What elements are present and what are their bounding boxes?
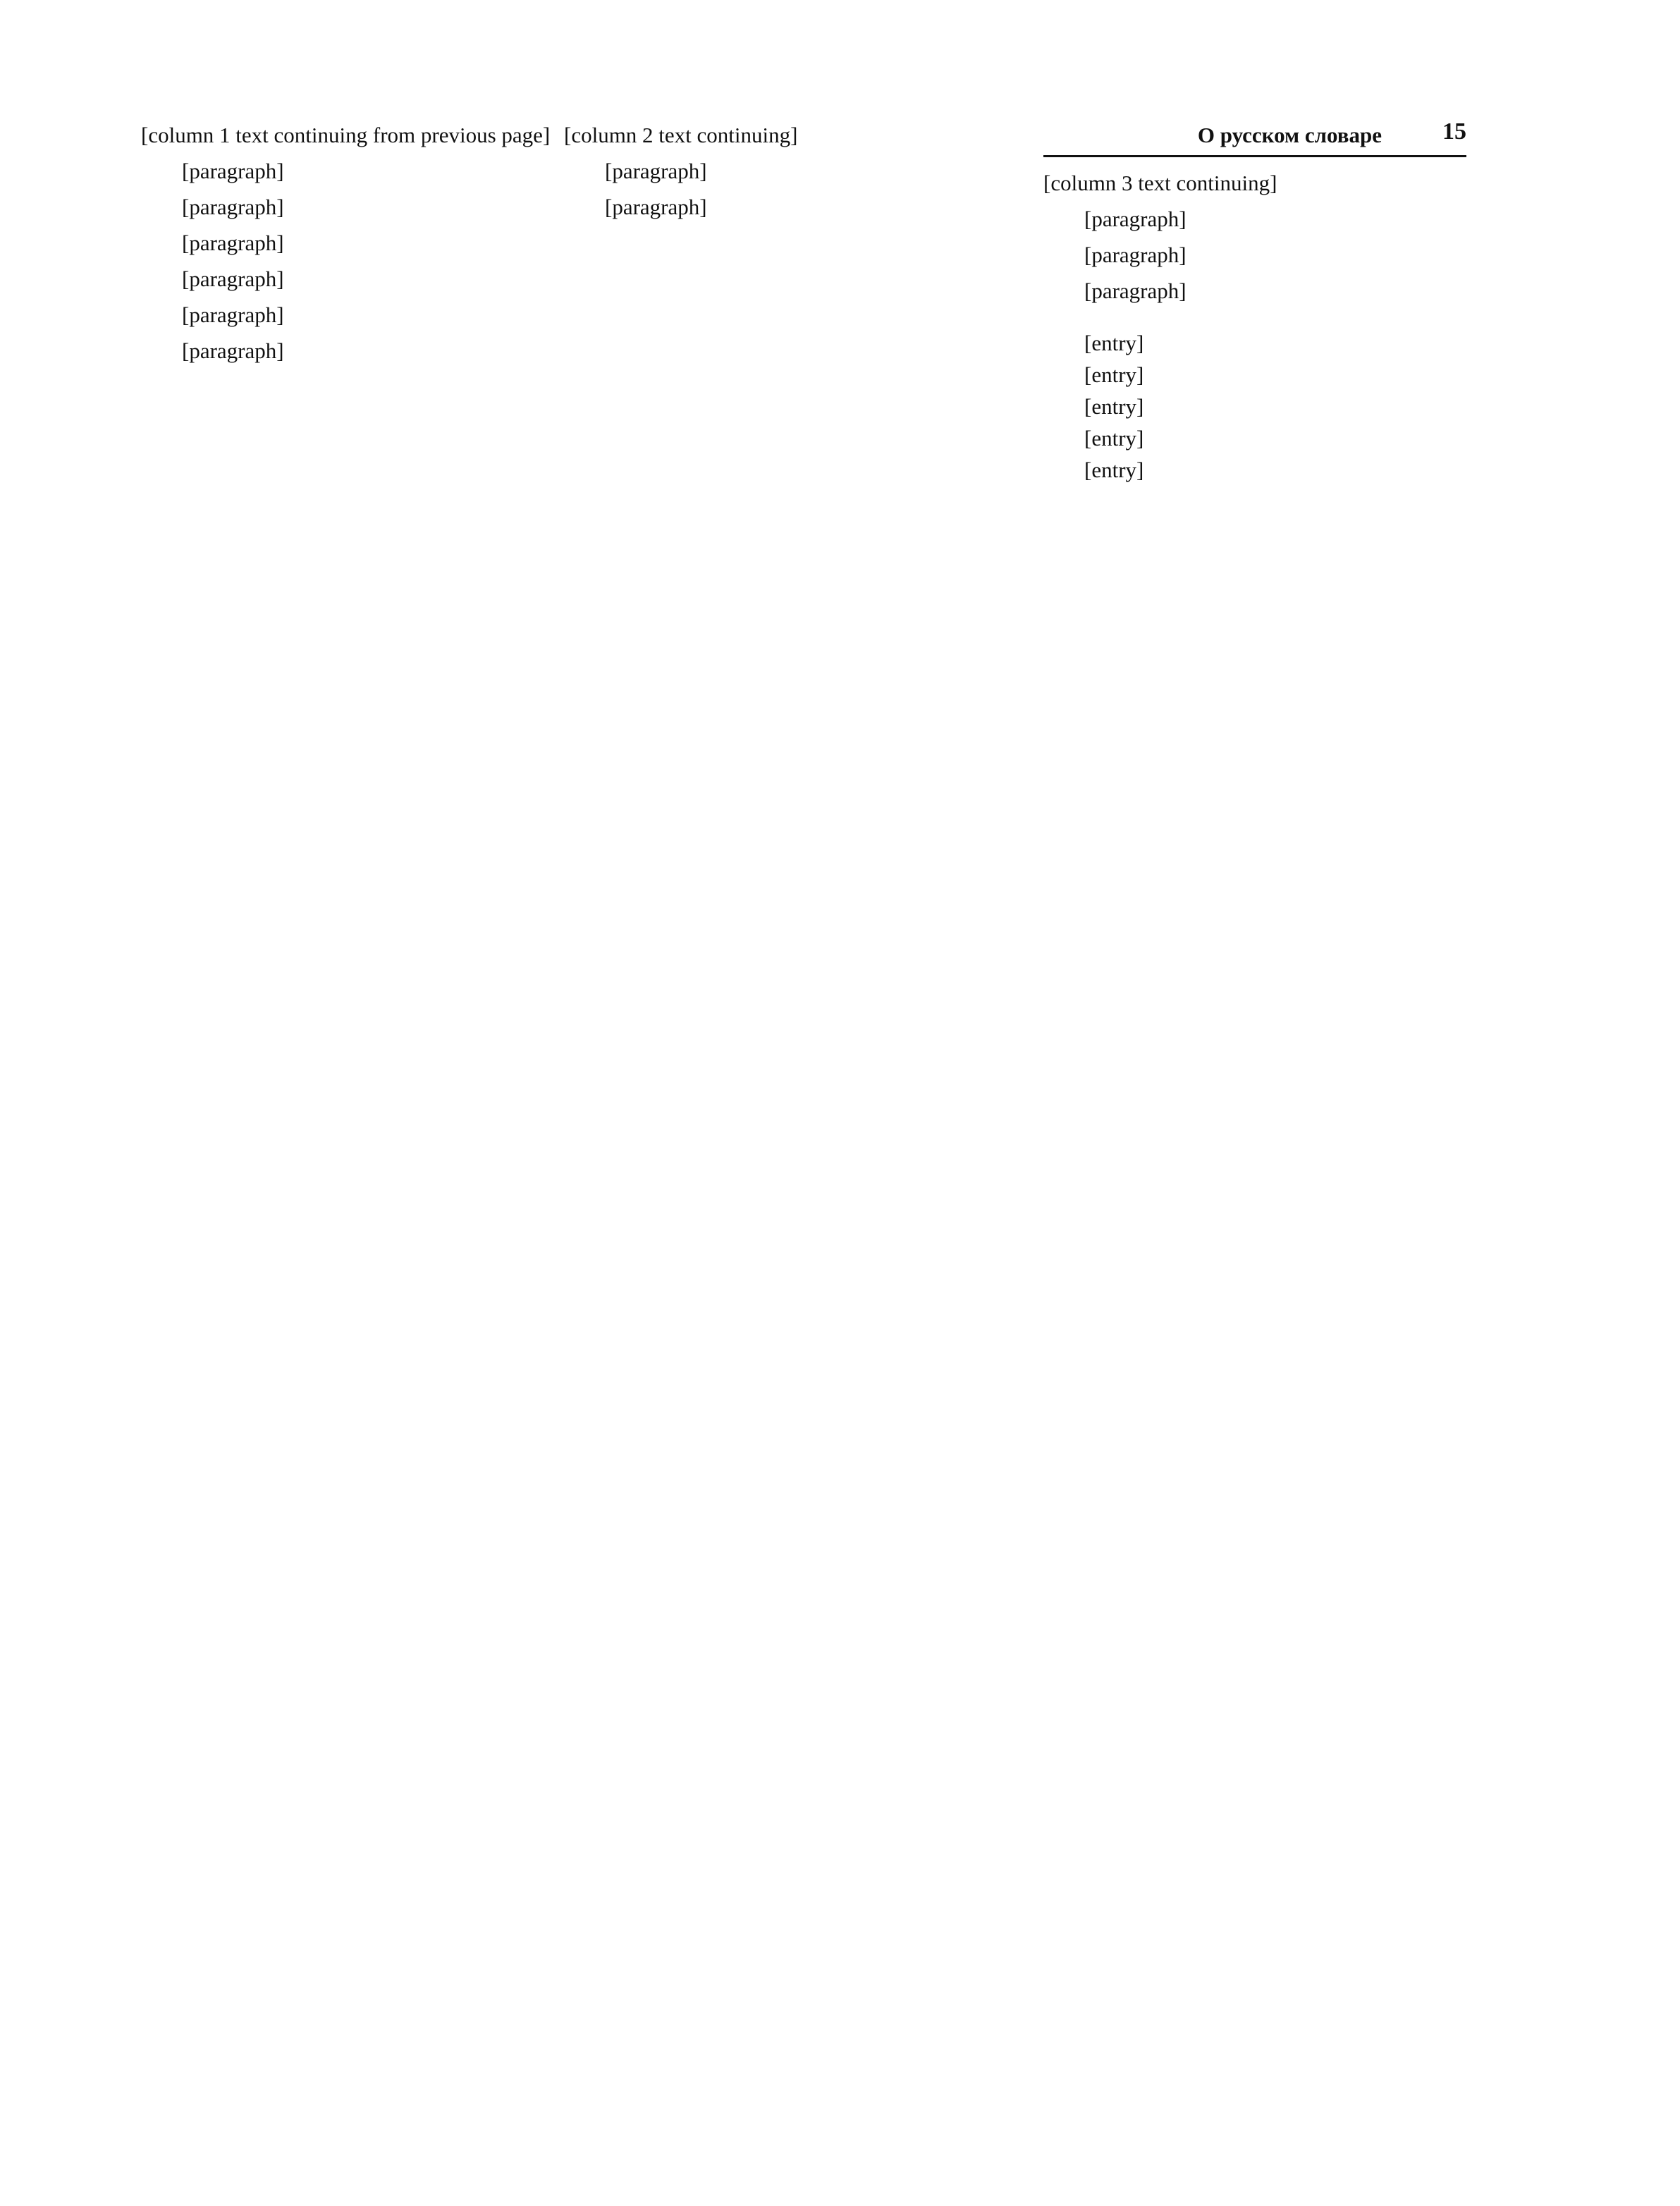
- list-item: [entry]: [1084, 426, 1144, 451]
- paragraph: [column 2 text continuing]: [564, 123, 798, 147]
- paragraph: [paragraph]: [605, 195, 707, 219]
- paragraph: [paragraph]: [182, 266, 284, 291]
- list-item: [entry]: [1084, 394, 1144, 419]
- running-title: О русском словаре: [1197, 123, 1382, 147]
- paragraph: [paragraph]: [182, 302, 284, 327]
- paragraph: [paragraph]: [1084, 207, 1187, 231]
- paragraph: [paragraph]: [1084, 243, 1187, 267]
- paragraph: [paragraph]: [182, 338, 284, 363]
- example-word-list: [1084, 327, 1466, 486]
- paragraph: [paragraph]: [605, 159, 707, 183]
- list-item: [entry]: [1084, 331, 1144, 355]
- paragraph: [paragraph]: [182, 159, 284, 183]
- paragraph: [paragraph]: [182, 231, 284, 255]
- list-item: [entry]: [1084, 458, 1144, 482]
- text-column-1: [141, 120, 592, 372]
- running-head: [1043, 118, 1466, 157]
- paragraph: [column 3 text continuing]: [1043, 171, 1277, 195]
- paragraph: [paragraph]: [182, 195, 284, 219]
- list-item: [entry]: [1084, 362, 1144, 387]
- text-column-2: [564, 120, 1015, 228]
- text-column-3: [1043, 168, 1466, 486]
- paragraph: [column 1 text continuing from previous page]: [141, 123, 551, 147]
- paragraph: [paragraph]: [1084, 278, 1187, 303]
- page-number: 15: [1442, 118, 1466, 145]
